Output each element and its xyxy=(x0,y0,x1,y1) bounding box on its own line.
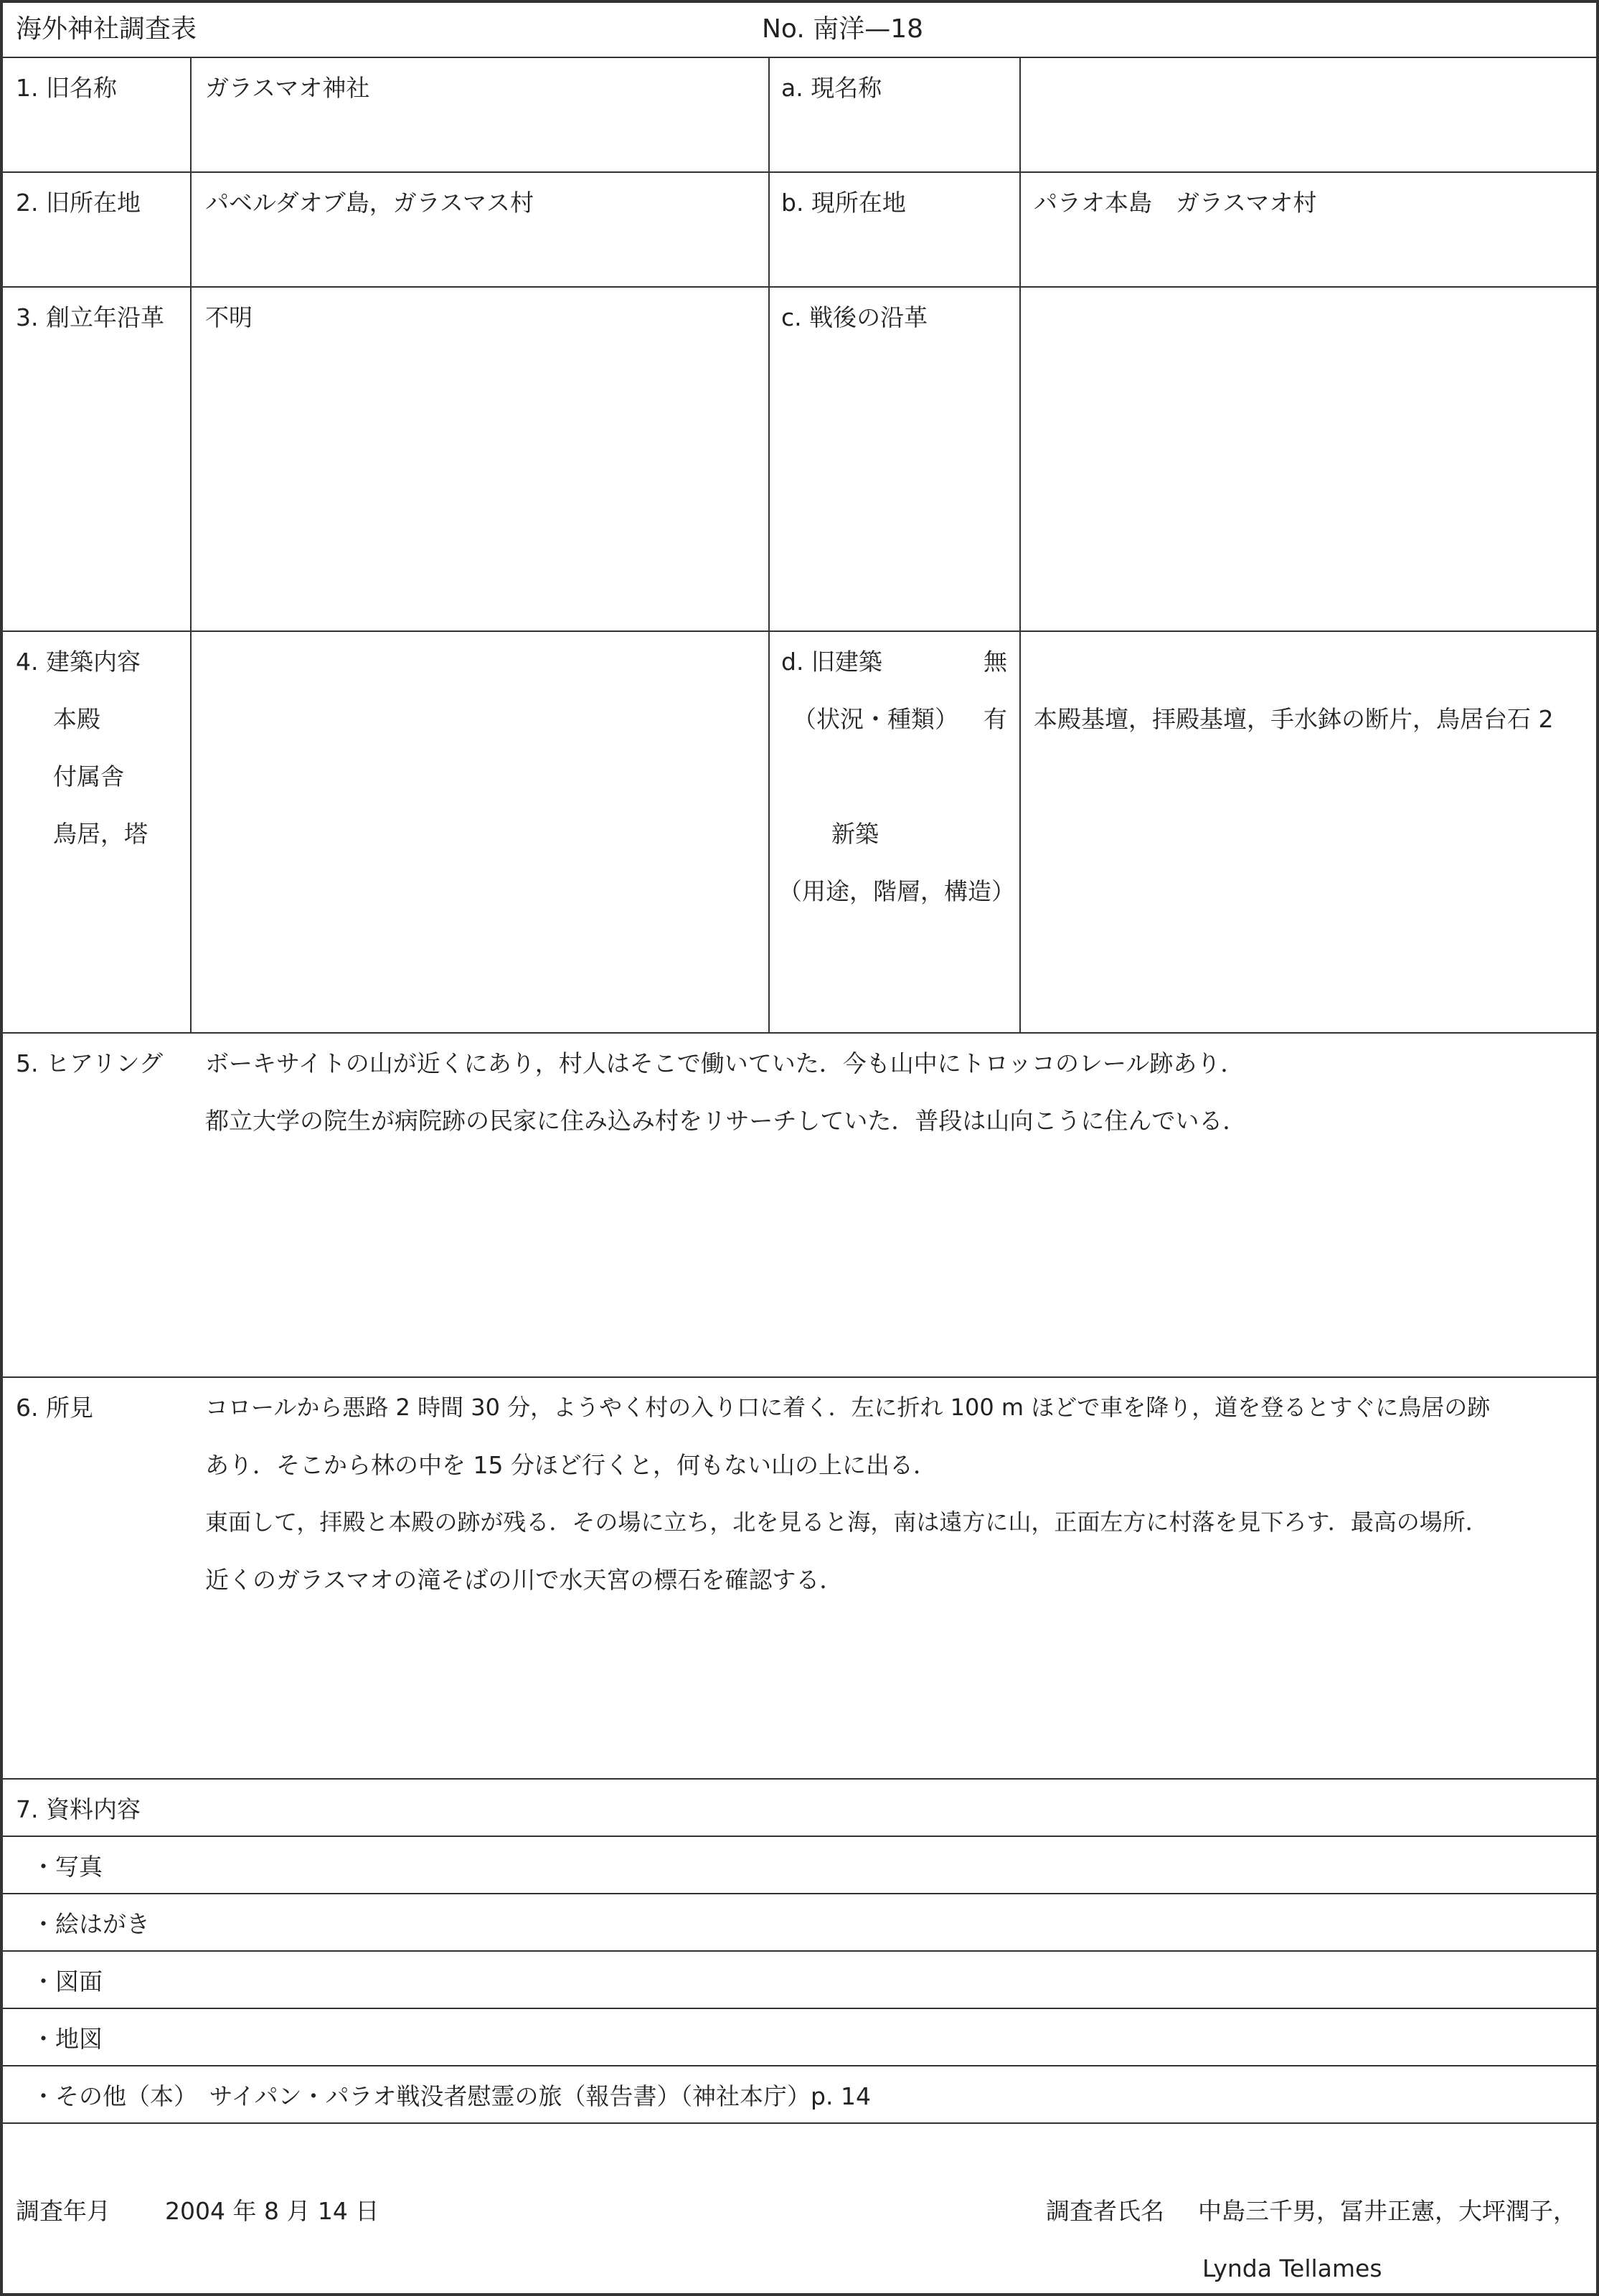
rule-row6 xyxy=(0,1778,1599,1780)
old-location-label: 2. 旧所在地 xyxy=(16,189,141,217)
founding-history-value: 不明 xyxy=(205,303,253,331)
architecture-item-torii: 鳥居，塔 xyxy=(53,820,148,848)
hearing-label: 5. ヒアリング xyxy=(16,1049,163,1077)
findings-line-3: 東面して，拝殿と本殿の跡が残る．その場に立ち，北を見ると海，南は遠方に山，正面左方に村落を見下ろす．最高の場所． xyxy=(205,1508,1489,1536)
materials-item-map: ・地図 xyxy=(32,2025,103,2053)
survey-date-value: 2004 年 8 月 14 日 xyxy=(165,2197,379,2225)
old-building-value: 本殿基壇，拝殿基壇，手水鉢の断片，鳥居台石 2 xyxy=(1034,705,1554,733)
rule-row7-item1 xyxy=(0,1893,1599,1894)
architecture-label: 4. 建築内容 xyxy=(16,648,141,676)
architecture-item-annex: 付属舎 xyxy=(53,762,124,790)
old-building-label: d. 旧建築 xyxy=(781,648,882,676)
new-building-detail-label: （用途，階層，構造） xyxy=(778,877,1015,905)
rule-row4 xyxy=(0,1032,1599,1034)
rule-row1 xyxy=(0,171,1599,173)
condition-label: （状況・種類） xyxy=(793,705,958,733)
rule-row7-item4 xyxy=(0,2065,1599,2066)
form-title: 海外神社調査表 xyxy=(16,14,197,44)
investigator-names: 中島三千男，冨井正憲，大坪潤子， xyxy=(1198,2197,1577,2225)
rule-row7-item5 xyxy=(0,2122,1599,2124)
findings-line-2: あり．そこから林の中を 15 分ほど行くと，何もない山の上に出る． xyxy=(205,1451,937,1479)
new-building-label: 新築 xyxy=(831,820,879,848)
rule-row3 xyxy=(0,630,1599,632)
founding-history-label: 3. 創立年沿革 xyxy=(16,303,164,331)
col-rule-middle xyxy=(768,57,770,1033)
border-bottom xyxy=(0,2293,1599,2296)
col-rule-label xyxy=(190,57,192,1033)
rule-row7-item2 xyxy=(0,1950,1599,1952)
status-none: 無 xyxy=(984,648,1007,676)
materials-item-photo: ・写真 xyxy=(32,1853,103,1881)
postwar-history-label: c. 戦後の沿革 xyxy=(781,303,928,331)
investigator-label: 調査者氏名 xyxy=(1046,2197,1164,2225)
materials-item-drawing: ・図面 xyxy=(32,1967,103,1995)
old-name-label: 1. 旧名称 xyxy=(16,74,117,102)
materials-item-other: ・その他（本） サイパン・パラオ戦没者慰霊の旅（報告書）（神社本庁）p. 14 xyxy=(32,2082,871,2110)
border-top xyxy=(0,0,1599,3)
architecture-item-main-hall: 本殿 xyxy=(53,705,100,733)
materials-item-postcard: ・絵はがき xyxy=(32,1910,150,1938)
rule-row5 xyxy=(0,1376,1599,1378)
form-number: No. 南洋—18 xyxy=(762,14,924,44)
current-location-value: パラオ本島 ガラスマオ村 xyxy=(1034,189,1317,217)
status-exists: 有 xyxy=(984,705,1007,733)
col-rule-right xyxy=(1019,57,1021,1033)
survey-date-label: 調査年月 xyxy=(16,2197,110,2225)
current-name-label: a. 現名称 xyxy=(781,74,882,102)
findings-line-1: コロールから悪路 2 時間 30 分，ようやく村の入り口に着く．左に折れ 100 m ほどで車を降り，道を登るとすぐに鳥居の跡 xyxy=(205,1394,1491,1421)
rule-header xyxy=(0,57,1599,58)
current-location-label: b. 現所在地 xyxy=(781,189,906,217)
findings-line-4: 近くのガラスマオの滝そばの川で水天宮の標石を確認する． xyxy=(205,1566,844,1594)
materials-label: 7. 資料内容 xyxy=(16,1795,141,1823)
investigator-names-2: Lynda Tellames xyxy=(1202,2254,1382,2282)
hearing-line-2: 都立大学の院生が病院跡の民家に住み込み村をリサーチしていた．普段は山向こうに住んでいる． xyxy=(205,1107,1247,1135)
rule-row7-header xyxy=(0,1836,1599,1837)
old-name-value: ガラスマオ神社 xyxy=(205,74,370,102)
old-location-value: パベルダオブ島，ガラスマス村 xyxy=(205,189,534,217)
findings-label: 6. 所見 xyxy=(16,1394,93,1422)
rule-row2 xyxy=(0,286,1599,288)
hearing-line-1: ボーキサイトの山が近くにあり，村人はそこで働いていた．今も山中にトロッコのレール跡あり． xyxy=(205,1049,1245,1077)
rule-row7-item3 xyxy=(0,2008,1599,2009)
